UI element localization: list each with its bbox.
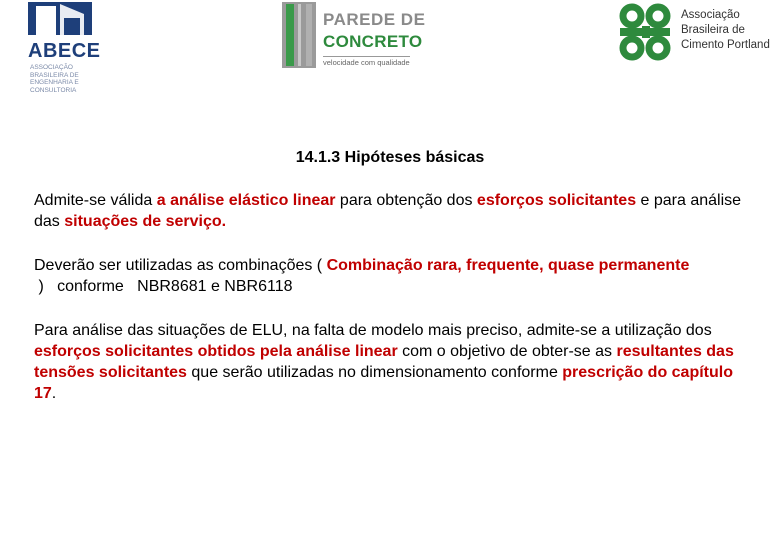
highlight: prescrição do capítulo 17 <box>34 364 733 402</box>
paragraph-elastic-analysis: Admite-se válida a análise elástico linear para obtenção dos esforços solicitantes e para análise das situações de serviço. <box>34 192 742 230</box>
parede-line1: PAREDE DE <box>323 10 426 29</box>
concrete-wall-icon <box>282 2 316 68</box>
abece-building-icon <box>26 0 94 36</box>
abece-logo <box>26 0 101 100</box>
highlight: esforços solicitantes <box>476 192 637 209</box>
abcp-logo <box>618 2 778 70</box>
abcp-mark-icon <box>618 2 674 66</box>
abece-subtitle: ASSOCIAÇÃO BRASILEIRA DE ENGENHARIA E CONSULTORIA <box>30 64 79 94</box>
highlight: esforços solicitantes obtidos pela análise linear <box>34 343 398 360</box>
paragraph-combinations: Deverão ser utilizadas as combinações ( Combinação rara, frequente, quase permanente ) conforme NBR8681 e NBR6118 <box>34 257 690 295</box>
highlight: Combinação rara, frequente, quase permanente <box>326 257 690 274</box>
highlight: resultantes das tensões solicitantes <box>34 343 734 381</box>
paragraph-elu: Para análise das situações de ELU, na falta de modelo mais preciso, admite-se a utilização dos esforços solicitantes obtidos pela análise linear com o objetivo de obter-se as resultantes das tensões solicitantes que serão utilizadas no dimensionamento conforme prescrição do capítulo 17. <box>34 322 734 402</box>
parede-tagline: velocidade com qualidade <box>323 58 410 67</box>
section-heading: 14.1.3 Hipóteses básicas <box>295 149 485 166</box>
abcp-text: Associação Brasileira de Cimento Portland <box>681 9 770 51</box>
highlight: a análise elástico linear <box>156 192 336 209</box>
abece-name: ABECE <box>28 40 101 62</box>
parede-line2: CONCRETO <box>323 32 423 51</box>
parede-de-concreto-logo <box>282 0 427 72</box>
highlight: situações de serviço. <box>64 213 227 230</box>
